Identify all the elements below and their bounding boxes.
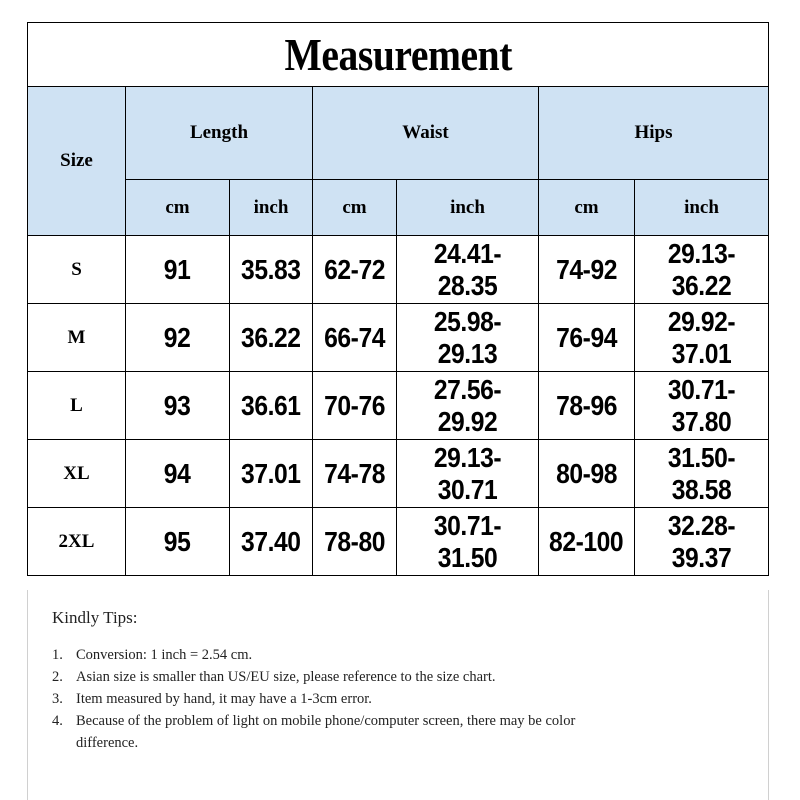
tip-text: Asian size is smaller than US/EU size, please reference to the size chart. (76, 669, 496, 685)
table-row (28, 508, 769, 576)
table-row (28, 440, 769, 508)
size-name: L (28, 372, 126, 440)
length-cm-header: cm (126, 180, 230, 236)
length-cm-cell: 94 (126, 440, 230, 508)
frame-line-left (27, 590, 28, 800)
hips-cm-cell: 76-94 (539, 304, 635, 372)
hips-header: Hips (539, 87, 769, 180)
waist-inch-cell: 30.71-31.50 (397, 508, 539, 576)
table-row (28, 304, 769, 372)
hips-inch-cell: 29.13-36.22 (635, 236, 769, 304)
hips-cm-cell: 74-92 (539, 236, 635, 304)
hips-cm-cell: 82-100 (539, 508, 635, 576)
waist-cm-cell: 74-78 (313, 440, 397, 508)
tip-item (52, 710, 752, 754)
tip-number: 3. (52, 691, 63, 707)
hips-inch-cell: 30.71-37.80 (635, 372, 769, 440)
size-name: M (28, 304, 126, 372)
length-cm-cell: 95 (126, 508, 230, 576)
tip-number: 1. (52, 647, 63, 663)
hips-inch-cell: 32.28-39.37 (635, 508, 769, 576)
length-cm-cell: 91 (126, 236, 230, 304)
length-inch-cell: 37.01 (230, 440, 313, 508)
waist-cm-cell: 78-80 (313, 508, 397, 576)
tip-number: 4. (52, 713, 63, 729)
waist-inch-cell: 25.98-29.13 (397, 304, 539, 372)
length-cm-cell: 92 (126, 304, 230, 372)
length-inch-cell: 36.61 (230, 372, 313, 440)
waist-inch-cell: 29.13-30.71 (397, 440, 539, 508)
length-header: Length (126, 87, 313, 180)
kindly-tips (52, 608, 752, 754)
waist-inch-cell: 24.41-28.35 (397, 236, 539, 304)
tip-text: Because of the problem of light on mobile phone/computer screen, there may be color difference. (76, 713, 576, 751)
waist-cm-cell: 62-72 (313, 236, 397, 304)
table-title: Measurement (28, 23, 769, 87)
waist-cm-cell: 70-76 (313, 372, 397, 440)
hips-cm-header: cm (539, 180, 635, 236)
length-cm-cell: 93 (126, 372, 230, 440)
waist-inch-header: inch (397, 180, 539, 236)
hips-inch-cell: 31.50-38.58 (635, 440, 769, 508)
tip-item (52, 688, 752, 710)
tips-title: Kindly Tips: (52, 608, 138, 627)
length-inch-cell: 35.83 (230, 236, 313, 304)
hips-cm-cell: 78-96 (539, 372, 635, 440)
tip-item (52, 666, 752, 688)
tip-item (52, 644, 752, 666)
length-inch-header: inch (230, 180, 313, 236)
table-row (28, 372, 769, 440)
hips-cm-cell: 80-98 (539, 440, 635, 508)
size-chart-table (27, 22, 769, 576)
hips-inch-header: inch (635, 180, 769, 236)
size-name: S (28, 236, 126, 304)
size-header: Size (28, 87, 126, 236)
waist-inch-cell: 27.56-29.92 (397, 372, 539, 440)
tip-number: 2. (52, 669, 63, 685)
waist-cm-cell: 66-74 (313, 304, 397, 372)
size-name: 2XL (28, 508, 126, 576)
tip-text: Conversion: 1 inch = 2.54 cm. (76, 647, 253, 663)
waist-header: Waist (313, 87, 539, 180)
tip-text: Item measured by hand, it may have a 1-3cm error. (76, 691, 372, 707)
waist-cm-header: cm (313, 180, 397, 236)
table-row (28, 236, 769, 304)
hips-inch-cell: 29.92-37.01 (635, 304, 769, 372)
length-inch-cell: 36.22 (230, 304, 313, 372)
size-name: XL (28, 440, 126, 508)
length-inch-cell: 37.40 (230, 508, 313, 576)
frame-line-right (768, 590, 769, 800)
